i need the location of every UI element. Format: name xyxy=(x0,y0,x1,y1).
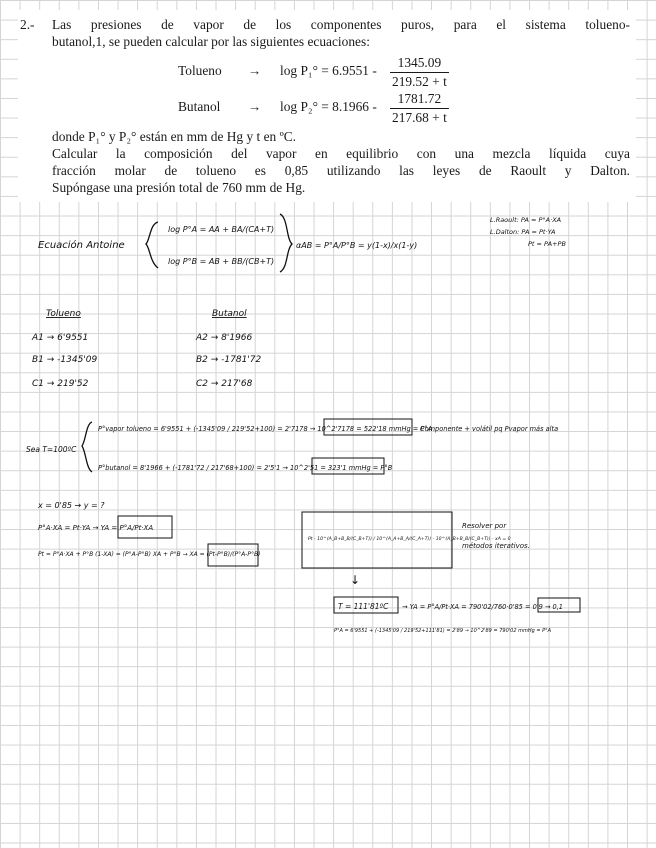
problem-line-1: Las presiones de vapor de los componentes puros, para el sistema tolueno- xyxy=(52,17,630,32)
tolueno-constant-a: A1 → 6'9551 xyxy=(32,333,89,343)
fraction-numerator: 1345.09 xyxy=(390,54,449,73)
p-butanol-calc: P°butanol = 8'1966 + (-1781'72 / 217'68+100) = 2'5'1 → 10^2'51 = 323'1 mmHg = P°B xyxy=(98,464,393,472)
final-pressure-line: P°A = 6'9551 + (-1345'09 / 219'52+111'81) = 2'89 → 10^2'89 = 790'02 mmHg = P°A xyxy=(334,628,552,634)
raoult-law: L.Raoult: PA = P°A·XA xyxy=(490,216,562,224)
brace-icon xyxy=(82,422,92,472)
fraction-numerator: 1781.72 xyxy=(390,90,449,109)
iterative-note-2: métodos iterativos. xyxy=(462,542,530,550)
butanol-constant-b: B2 → -1781'72 xyxy=(196,355,262,365)
volatile-comment: Componente + volátil pq Pvapor más alta xyxy=(420,425,559,433)
left-brace-icon xyxy=(146,222,158,268)
right-brace-icon xyxy=(280,214,292,272)
total-pressure-law: Pt = PA+PB xyxy=(528,240,566,248)
problem-line-3: donde P₁° y P₂° están en mm de Hg y t en ºC. xyxy=(52,129,297,144)
tolueno-constant-c: C1 → 219'52 xyxy=(32,379,89,389)
equation-lhs: log P₂° = 8.1966 - xyxy=(280,99,377,114)
iterative-note-1: Resolver por xyxy=(462,522,507,530)
butanol-constant-c: C2 → 217'68 xyxy=(196,379,253,389)
problem-line-5: fracción molar de tolueno es 0,85 utilizando las leyes de Raoult y Dalton. xyxy=(52,163,630,178)
butanol-header: Butanol xyxy=(212,309,247,319)
relative-volatility-eq: αAB = P°A/P°B = y(1-x)/x(1-y) xyxy=(296,241,418,250)
equation-component: Tolueno xyxy=(178,63,222,78)
ya-equation: P°A·XA = Pt·YA → YA = P°A/Pt·XA xyxy=(38,524,154,532)
fraction-denominator: 217.68 + t xyxy=(392,109,447,125)
arrow-down-icon: ↓ xyxy=(350,573,361,587)
tolueno-constant-b: B1 → -1345'09 xyxy=(32,355,98,365)
arrow-icon: → xyxy=(248,63,262,78)
butanol-constant-a: A2 → 8'1966 xyxy=(196,333,253,343)
iterative-equation: Pt - 10^(A_B+B_B/(C_B+T)) / 10^(A_A+B_A/(C_A+T)) - 10^(A_B+B_B/(C_B+T)) - xA = 0 xyxy=(308,537,511,542)
problem-line-6: Supóngase una presión total de 760 mm de Hg. xyxy=(52,180,306,195)
arrow-icon: → xyxy=(248,99,262,114)
pt-equation: Pt = P°A·XA + P°B (1-XA) = (P°A-P°B) XA + P°B → XA = (Pt-P°B)/(P°A-P°B) xyxy=(38,551,261,558)
equation-lhs: log P₁° = 6.9551 - xyxy=(280,63,377,78)
problem-line-4: Calcular la composición del vapor en equilibrio con una mezcla líquida cuya xyxy=(52,146,630,161)
ya-result: → YA = P°A/Pt·XA = 790'02/760·0'85 = 0'9 → 0,1 xyxy=(402,603,563,611)
antoine-eq-a: log P°A = AA + BA/(CA+T) xyxy=(168,225,275,234)
antoine-eq-b: log P°B = AB + BB/(CB+T) xyxy=(168,257,275,266)
problem-number: 2.- xyxy=(20,17,35,32)
x-given: x = 0'85 → y = ? xyxy=(38,501,105,510)
temperature-result: T = 111'81ºC xyxy=(338,602,389,611)
p-tolueno-calc: P°vapor tolueno = 6'9551 + (-1345'09 / 219'52+100) = 2'7178 → 10^2'7178 = 522'18 mmHg = P°A xyxy=(98,425,433,433)
equation-component: Butanol xyxy=(178,99,221,114)
fraction-denominator: 219.52 + t xyxy=(392,73,447,89)
antoine-label: Ecuación Antoine xyxy=(38,240,125,251)
tolueno-header: Tolueno xyxy=(46,309,81,319)
problem-line-2: butanol,1, se pueden calcular por las siguientes ecuaciones: xyxy=(52,34,370,49)
temperature-assumption: Sea T=100ºC xyxy=(26,445,77,454)
dalton-law: L.Dalton: PA = Pt·YA xyxy=(490,228,556,236)
